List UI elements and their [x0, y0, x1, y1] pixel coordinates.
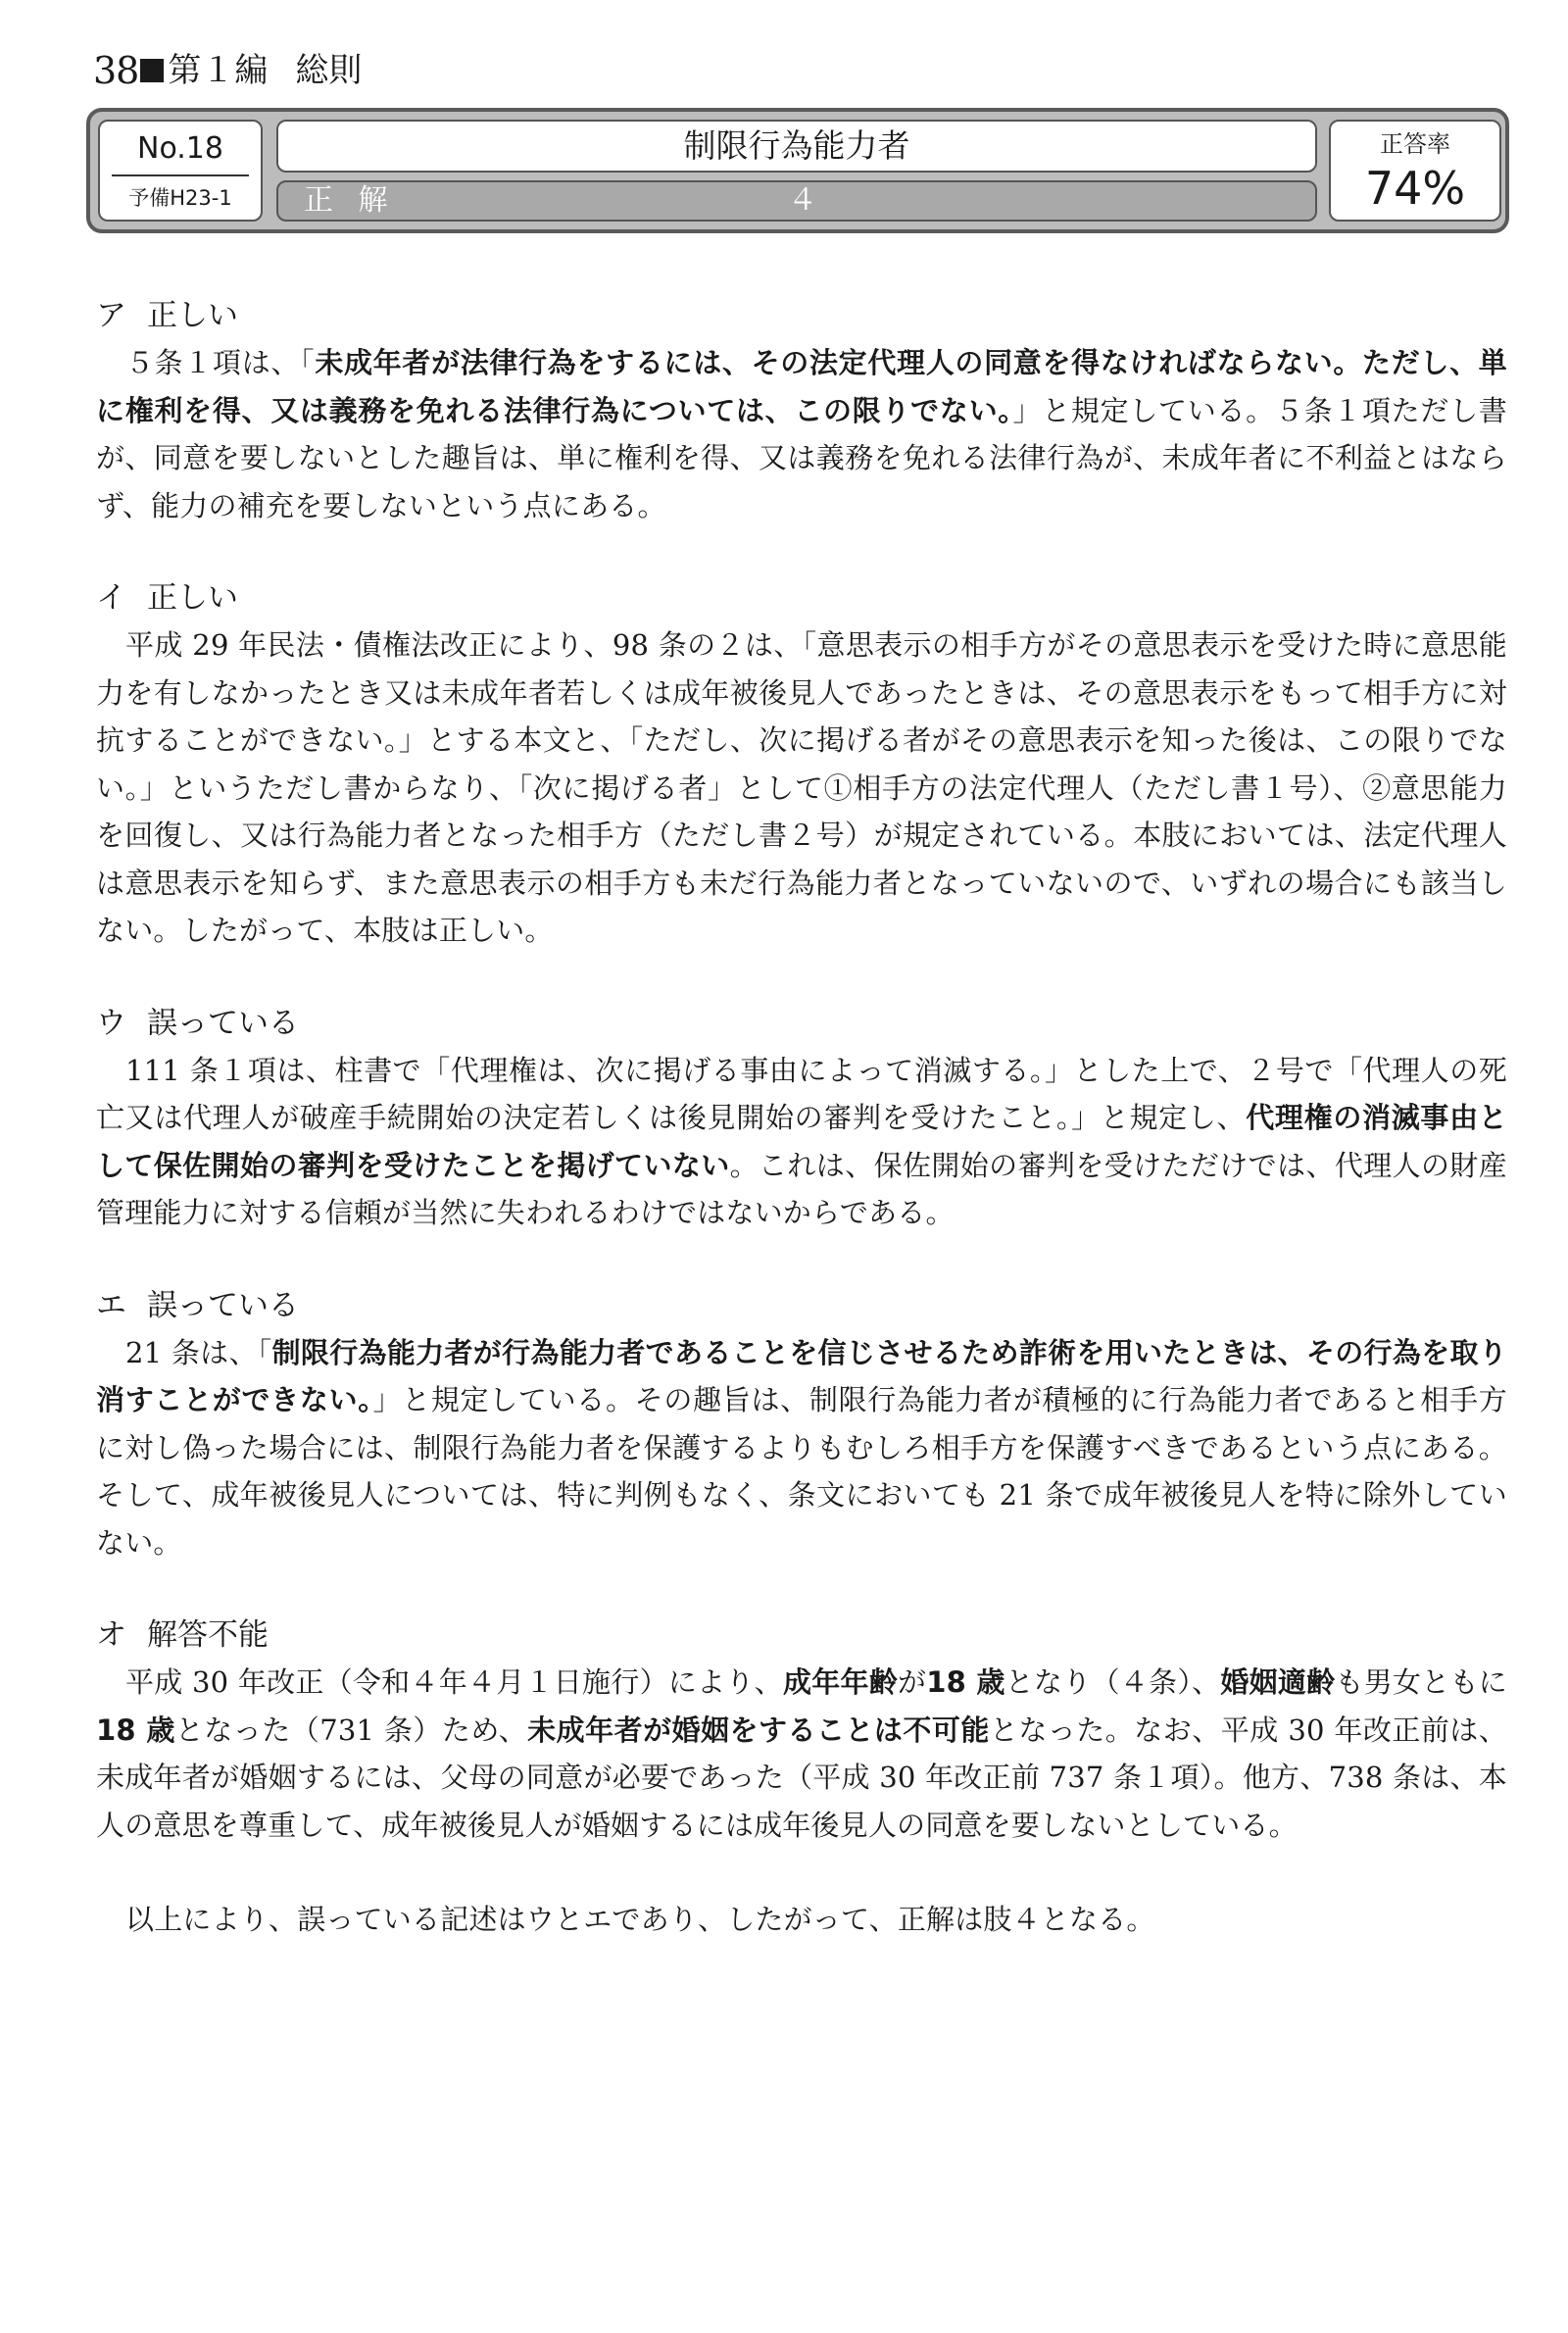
- emphasized-text: 未成年者が婚姻をすることは不可能: [527, 1713, 990, 1747]
- section-heading: [96, 576, 1507, 620]
- correct-answer-bar: [276, 180, 1317, 222]
- text-run: 平成 30 年改正（令和４年４月１日施行）により、: [125, 1665, 783, 1699]
- verdict: 誤っている: [147, 1005, 299, 1041]
- text-run: となった（731 条）ため、: [174, 1713, 528, 1747]
- text-run: 」と規定している。その趣旨は、制限行為能力者が積極的に行為能力者であると相手方に対し偽った場合には、制限行為能力者を保護するよりもむしろ相手方を保護すべきであるという点にある。そして、成年被後見人については、特に判例もなく、条文においても 21 条で成年被後見人を特に除外していない。: [96, 1383, 1507, 1560]
- verdict: 正しい: [147, 580, 238, 616]
- text-run: も男女ともに: [1335, 1665, 1507, 1699]
- correct-rate-box: [1329, 120, 1501, 222]
- section-heading: [96, 1002, 1507, 1045]
- verdict: 誤っている: [147, 1287, 299, 1323]
- text-run: 21 条は、「: [125, 1335, 272, 1369]
- section-1: [96, 294, 1507, 529]
- chapter-label: 総則: [295, 51, 363, 90]
- part-label: 第１編: [168, 51, 269, 90]
- divider: [112, 174, 249, 176]
- section-3: [96, 1002, 1507, 1237]
- option-mark: ウ: [96, 1005, 126, 1041]
- verdict: 解答不能: [147, 1617, 269, 1653]
- emphasized-text: 制限行為能力者が行為能力者であることを信じさせるため詐術を用いたときは、その行為を取り消すことができない。: [96, 1335, 1507, 1416]
- question-title: 制限行為能力者: [276, 120, 1317, 173]
- square-bullet-icon: [140, 59, 164, 82]
- question-header-box: [86, 108, 1509, 233]
- text-run: が: [898, 1665, 927, 1699]
- section-heading: [96, 294, 1507, 337]
- section-heading: [96, 1284, 1507, 1327]
- rate-label: 正答率: [1380, 130, 1450, 158]
- conclusion: 以上により、誤っている記述はウとエであり、したがって、正解は肢４となる。: [125, 1903, 1155, 1936]
- paragraph: [96, 1659, 1507, 1849]
- option-mark: イ: [96, 580, 126, 616]
- option-mark: ア: [96, 298, 126, 333]
- emphasized-text: 成年年齢: [782, 1665, 899, 1699]
- rate-value: 74%: [1364, 162, 1466, 215]
- explanation-body: [96, 294, 1507, 1944]
- text-run: となった。なお、平成 30 年改正前は、未成年者が婚姻するには、父母の同意が必要であった（平成 30 年改正前 737 条１項）。他方、738 条は、本人の意思を尊重して、成年被後見人が婚姻するには成年後見人の同意を要しないとしている。: [96, 1713, 1507, 1842]
- emphasized-text: 18 歳: [96, 1713, 175, 1747]
- verdict: 正しい: [147, 298, 238, 333]
- paragraph: [96, 1329, 1507, 1567]
- question-number: No.18: [137, 131, 223, 166]
- question-source: 予備H23-1: [128, 186, 232, 210]
- running-header: [93, 51, 362, 90]
- emphasized-text: 未成年者が法律行為をするには、その法定代理人の同意を得なければならない。ただし、単に権利を得、又は義務を免れる法律行為については、この限りでない。: [96, 346, 1507, 427]
- page-number: 38: [93, 49, 139, 92]
- option-mark: オ: [96, 1617, 126, 1653]
- text-run: 」と規定している。５条１項ただし書が、同意を要しないとした趣旨は、単に権利を得、又は義務を免れる法律行為が、未成年者に不利益とはならず、能力の補充を要しないという点にある。: [96, 393, 1507, 522]
- section-2: [96, 576, 1507, 955]
- emphasized-text: 婚姻適齢: [1220, 1665, 1336, 1699]
- section-5: [96, 1613, 1507, 1849]
- section-heading: [96, 1613, 1507, 1657]
- paragraph: [96, 621, 1507, 955]
- answer-value: ４: [788, 183, 817, 218]
- section-4: [96, 1284, 1507, 1567]
- paragraph: [96, 339, 1507, 529]
- text-run: 平成 29 年民法・債権法改正により、98 条の２は、「意思表示の相手方がその意思表示を受けた時に意思能力を有しなかったとき又は未成年者若しくは成年被後見人であったときは、その意思表示をもって相手方に対抗することができない。」とする本文と、「ただし、次に掲げる者がその意思表示を知った後は、この限りでない。」というただし書からなり、「次に掲げる者」として①相手方の法定代理人（ただし書１号）、②意思能力を回復し、又は行為能力者となった相手方（ただし書２号）が規定されている。本肢においては、法定代理人は意思表示を知らず、また意思表示の相手方も未だ行為能力者となっていないので、いずれの場合にも該当しない。したがって、本肢は正しい。: [96, 628, 1507, 947]
- text-run: ５条１項は、「: [125, 346, 316, 379]
- emphasized-text: 代理権の消滅事由として保佐開始の審判を受けたことを掲げていない: [96, 1101, 1507, 1182]
- paragraph: [96, 1047, 1507, 1237]
- answer-label: 正 解: [304, 183, 396, 218]
- emphasized-text: 18 歳: [926, 1665, 1005, 1699]
- text-run: となり（４条）、: [1004, 1665, 1221, 1699]
- option-mark: エ: [96, 1287, 126, 1323]
- text-run: 111 条１項は、柱書で「代理権は、次に掲げる事由によって消滅する。」とした上で、２号で「代理人の死亡又は代理人が破産手続開始の決定若しくは後見開始の審判を受けたこと。」と規定し、: [96, 1053, 1507, 1134]
- text-run: 。これは、保佐開始の審判を受けただけでは、代理人の財産管理能力に対する信頼が当然に失われるわけではないからである。: [96, 1148, 1508, 1229]
- question-number-box: [98, 120, 263, 222]
